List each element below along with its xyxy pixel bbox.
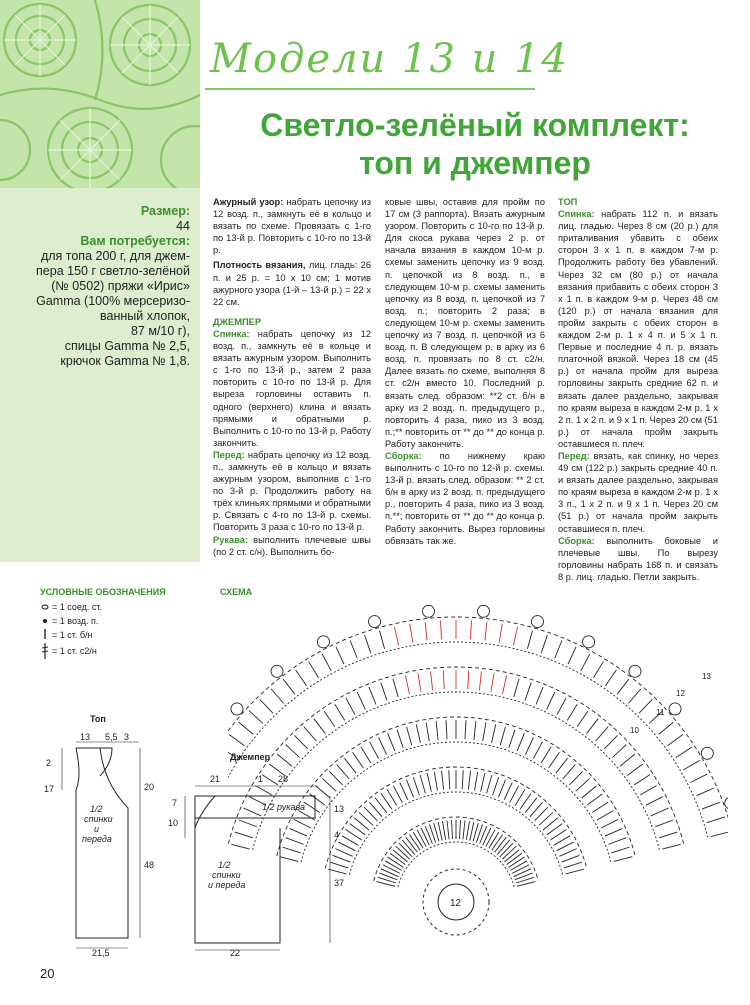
chart-stitch [597,811,613,821]
script-title: Модели 13 и 14 [210,36,569,82]
top-pattern-title: Топ [90,714,106,724]
chart-stitch [399,843,412,857]
chart-stitch [465,720,466,739]
chart-stitch [492,835,503,851]
chart-stitch [470,822,474,841]
chart-scallop [369,616,381,628]
assembly-label: Сборка: [385,450,422,461]
chart-stitch [442,771,444,790]
chart-stitch [651,808,668,816]
title-underline [205,88,535,90]
chart-stitch [507,853,522,864]
chart-stitch [249,711,263,724]
pattern-label: 1/2 [218,860,231,870]
dim-label: 48 [144,860,155,870]
text-column-1 [213,196,371,558]
text-column-3 [558,196,718,583]
chart-stitch [387,789,397,805]
chart-stitch [550,830,566,840]
chart-stitch [628,689,640,703]
chart-stitch [381,869,398,877]
chart-stitch [402,840,414,854]
chart-stitch [229,734,244,745]
chart-stitch [606,670,617,686]
chart-stitch [605,828,622,836]
chart-stitch [468,771,470,790]
chart-stitch [377,882,395,887]
chart-stitch [500,727,505,745]
dim-label: 13 [80,732,91,742]
legend-title: УСЛОВНЫЕ ОБОЗНАЧЕНИЯ [40,587,166,597]
chart-stitch [620,754,635,766]
materials-line: спицы Gamma № 2,5, [64,339,190,353]
chart-stitch [646,797,663,806]
chart-stitch [659,832,677,838]
chart-stitch [385,861,401,871]
chart-stitch [485,622,487,641]
chart-stitch [421,828,429,845]
pattern-label: спинки [84,814,113,824]
chart-stitch [563,765,575,779]
legend-item: = 1 ст. б/н [52,630,93,640]
chart-stitch [277,754,292,766]
chart-stitch [407,727,412,745]
chart-stitch [409,835,420,851]
chart-stitch [557,842,574,851]
chart-stitch [405,676,409,695]
chart-stitch [565,869,583,874]
text-column-2 [385,196,545,547]
chart-stitch [443,821,446,840]
chart-stitch [483,722,486,741]
chart-stitch [676,747,692,757]
chart-stitch [286,745,300,758]
chart-stitch [434,772,437,791]
chart-stitch [369,687,376,705]
chart-stitch [388,733,395,751]
dim-label: 21,5 [92,948,110,958]
chart-stitch [634,775,650,785]
chart-stitch [417,830,426,847]
sidebar [0,188,200,562]
chart-stitch [483,828,491,845]
chart-stitch [324,711,335,727]
pattern-label: и переда [208,880,246,890]
chart-scallop [669,703,681,715]
chart-stitch [525,737,533,754]
chart-stitch [541,635,547,653]
chart-stitch [487,775,492,793]
chart-stitch [582,786,597,798]
chart-stitch [438,822,442,841]
chart-stitch [295,735,308,749]
chart-stitch [627,764,642,775]
dim-label: 5,5 [105,732,118,742]
chart-stitch [492,724,496,743]
chart-stitch [443,670,444,689]
chart-stitch [504,783,512,800]
top-heading: ТОП [558,197,578,207]
sleeves-label: Рукава: [213,534,249,545]
chart-stitch [559,849,576,857]
chart-stitch [536,687,543,705]
chart-stitch [505,850,520,862]
chart-stitch [562,855,580,862]
top-front-label: Перед: [558,450,590,461]
materials-line: ванный хлопок, [100,309,190,323]
chart-stitch [515,789,525,805]
chart-stitch [441,620,442,639]
chart-stitch [474,721,476,740]
dim-label: 37 [334,878,345,888]
chart-stitch [498,780,505,798]
chart-stitch [564,862,582,868]
legend-item: = 1 возд. п. [52,616,99,626]
chart-stitch [499,624,502,643]
materials-line: 87 м/10 г), [130,324,190,338]
chart-stitch [406,780,413,798]
materials-line: для топа 200 г, для джем- [40,249,190,263]
chart-stitch [416,724,420,743]
chart-stitch [370,742,379,759]
chart-stitch [463,820,465,839]
sleeve-label: 1/2 рукава [262,802,305,812]
dim-label: 2 [46,758,52,768]
density-text: лиц. гладь: 26 п. и 25 р. = 10 х 10 см; 1 мотив ажурного узора (1-й – 13-й р.) = 22 х 22 см. [213,260,372,307]
dim-label: 22 [230,948,241,958]
chart-stitch [390,853,405,864]
row-number: 13 [702,672,711,681]
chart-stitch [510,861,526,871]
chart-stitch [493,777,499,795]
pattern-label: 1/2 [90,804,103,814]
chart-stitch [509,857,525,867]
chart-stitch [459,820,460,839]
chart-stitch [468,670,469,689]
chart-stitch [449,770,450,789]
chart-stitch [451,820,452,839]
chart-stitch [711,832,728,837]
materials-line: Gamma (100% мерсеризо- [36,294,190,308]
lace-label: Ажурный узор: [213,197,284,207]
chart-stitch [361,747,371,763]
chart-stitch [431,671,433,690]
chart-stitch [541,747,551,763]
chart-stitch [577,711,588,727]
chart-stitch [659,722,674,734]
chart-stitch [655,820,673,827]
assembly-text: по нижнему краю выполнить с 10-го по 12-й р. схемы. 13-й р. вязать след. образом: ** 2 ст. б/н в арку из 2 возд. п. предыдущего р., повторить 4 раза, пико из 3 возд. п.**; повторить от ** до ** до конца р. Работу закончить. Вырез горловины обвязать так же. [385,450,545,546]
chart-stitch [420,775,425,793]
chart-stitch [406,837,418,852]
chart-stitch [707,817,725,823]
lace-text: набрать цепочку из 12 возд. п., замкнуть её в кольцо и вязать по схеме. Провязать с 1-го по 13-й р. Повторить с 10-го по 13-й р. [213,197,371,256]
row-number: 10 [630,726,639,735]
dim-label: 21 [210,774,221,784]
chart-stitch [514,679,519,697]
chart-stitch [502,846,516,859]
front-label: Перед: [213,449,245,460]
top-pattern-drawing [40,728,170,958]
pattern-label: спинки [212,870,241,880]
dim-label: 1 [258,774,264,784]
dim-label: 20 [144,782,155,792]
chart-stitch [481,773,485,792]
chart-stitch [604,735,617,749]
row-number: 12 [676,689,685,698]
pattern-label: и [94,824,100,834]
top-front-text: вязать, как спинку, но через 49 см (122 р.) закрыть средние 40 п. и вязать далее раздельно, закрывая по краям выреза в каждом 2-м р. 1 х 3 п., 1 х 2 п. и 9 х 1 п. Через 20 см (51 р.) от начала пройм закрыть оставшиеся п. плеч. [558,450,718,534]
materials-line: пера 150 г светло-зелёной [36,264,190,278]
chart-scallop [531,616,543,628]
chart-stitch [517,882,535,887]
jumper-heading: ДЖЕМПЕР [213,316,262,327]
dim-label: 17 [44,784,55,794]
chart-stitch [612,745,626,758]
dim-label: 3 [124,732,130,742]
top-back-label: Спинка: [558,209,595,220]
back-text: набрать цепочку из 12 возд. п., замкнуть её в кольце и вязать ажурным узором. Выполнить с 1-го по 13-й р., затем 2 раза повторить с 10-го по 13-й р. Для выреза горловины оставить п. одного (верхнего) клина и вязать прямыми и обратными р. Выполнить с 10-го по 13-й р. Работу закончить. [213,328,371,448]
chart-stitch [614,857,632,862]
chart-stitch [497,840,509,854]
chart-stitch [491,673,494,692]
chart-stitch [346,698,355,715]
chart-stitch [557,698,566,715]
chain-stitch-icon [43,619,47,623]
chart-stitch [513,627,517,646]
size-label: Размер: [140,204,190,218]
chart-stitch [314,719,326,734]
chart-stitch [554,836,570,846]
chart-stitch [271,689,283,703]
chart-stitch [393,786,402,803]
chart-stitch [702,802,720,809]
chart-stitch [387,857,403,867]
back-label: Спинка: [213,328,250,339]
chart-stitch [697,788,714,796]
chart-stitch [425,622,427,641]
legend-item: = 1 ст. с2/н [52,646,97,656]
chart-stitch [309,662,319,678]
chart-stitch [470,620,471,639]
chart-scallop [725,797,728,809]
chart-stitch [581,654,590,671]
chart-stitch [365,635,371,653]
chart-stitch [296,670,307,686]
chart-stitch [495,837,507,852]
lace-photo [0,0,200,188]
chart-stitch [379,631,384,649]
chart-stitch [283,679,295,694]
pattern-label: переда [82,834,112,844]
chart-stitch [394,627,398,646]
chart-stitch [400,783,408,800]
jumper-pattern-drawing [160,768,360,958]
schema-title: СХЕМА [220,587,253,597]
chart-stitch [500,843,513,857]
chart-stitch [547,692,555,709]
chart-stitch [587,794,602,805]
chart-stitch [567,704,577,720]
chart-scallop [629,665,641,677]
chart-stitch [260,699,273,713]
chart-stitch [304,727,316,741]
chart-stitch [662,844,680,849]
chart-stitch [353,752,364,768]
chart-stitch [608,838,626,845]
chart-stitch [413,832,423,848]
chart-stitch [593,662,603,678]
chart-stitch [466,821,469,840]
chart-stitch [617,679,629,694]
center-label: 12 [450,898,462,909]
size-value: 44 [176,219,190,233]
chart-stitch [447,820,449,839]
chart-stitch [446,720,447,739]
chart-scallop [231,703,243,715]
sleeves-continued-text: ковые швы, оставив для пройм по 17 см (3 раппорта). Вязать ажурным узором. Повторить с 10-го по 13-й р. Для скоса рукава через 2 р. от начала вязания в каждом 10-м р. схемы заменить цепочку из 9 возд. п. цепочкой из 8 возд. п., в следующем 10-м р. схемы заменить цепочку из 8 возд. п. цепочкой из 7 возд. п.; повторить 2 раза; в следующем 10-м р. схемы заменить цепочку из 7 возд. п. цепочкой из 6 возд. п. В следующем р. в арку из 6 возд. п. провязать по 8 ст. с2/н. Далее вязать по схеме, выполняя 8 ст. с2/н вместо 10. Последний р. вязать след. образом: **2 ст. б/н в арку из 2 возд. п. предыдущего р., повторить 4 раза, пико из 3 возд. п.;** повторить от ** до ** до конца р. Работу закончить. [385,197,545,449]
chart-stitch [322,654,331,671]
chart-stitch [426,722,429,741]
chart-stitch [413,777,419,795]
chart-stitch [393,679,398,697]
chart-stitch [489,832,499,848]
chart-stitch [549,752,560,768]
top-back-text: набрать 112 п. и вязать лиц. гладью. Через 8 см (20 р.) для приталивания убавить с обеих сторон 3 х 1 п. в каждом 7-м р. Продолжить работу без убавлений. Через 32 см (80 р.) от начала вязания прибавить с обеих сторон 3 х 1 п. в каждом 9-м р. Через 48 см (120 р.) от начала вязания для пройм закрыть с обеих сторон в каждом 2-м р. 1 х 4 п. и 5 х 1 п. Первые и последние 4 п. р. вязать платочной вязкой. Через 18 см (45 р.) от начала пройм для выреза горловины закрыть средние 62 п. и вязать далее раздельно, закрывая по краям выреза в каждом 2-м р. 1 х 2 п. 1 х 2 п. и 9 х 1 п. Через 20 см (51 р.) от начала пройм закрыть оставшиеся п. плеч. [558,209,718,449]
chart-stitch [381,683,387,701]
chart-stitch [336,647,344,664]
chart-stitch [512,865,529,874]
chart-stitch [397,730,403,748]
slip-stitch-icon [42,605,48,609]
chart-stitch [568,647,576,664]
chart-stitch [587,719,599,734]
chart-stitch [479,671,481,690]
chart-stitch [383,865,400,874]
chart-stitch [592,802,608,812]
top-assembly-label: Сборка: [558,535,595,546]
chart-ring [398,842,514,887]
chart-stitch [462,770,463,789]
chart-stitch [509,730,515,748]
chart-stitch [350,641,357,659]
chart-stitch [640,785,656,795]
dim-label: 4 [334,830,340,840]
chart-stitch [569,771,582,785]
chart-stitch [379,737,387,754]
lace-pattern-image [0,0,200,188]
chart-stitch [239,722,254,734]
dim-label: 10 [168,818,179,828]
dim-label: 7 [172,798,178,808]
legend-item: = 1 соед. ст. [52,602,103,612]
materials-line: крючок Gamma № 1,8. [60,354,190,368]
chart-stitch [533,742,542,759]
chart-scallop [317,636,329,648]
chart-stitch [335,704,345,720]
chart-stitch [514,869,531,877]
dim-label: 13 [334,804,345,814]
title-line-1: Светло-зелёный комплект: [260,107,690,143]
title-line-2: топ и джемпер [359,145,591,181]
chart-scallop [423,605,435,617]
chart-stitch [527,631,532,649]
chart-stitch [668,734,683,745]
chart-stitch [601,819,618,828]
chart-stitch [436,721,438,740]
materials-label: Вам потребуется: [80,234,190,248]
chart-stitch [393,850,408,862]
chart-scallop [583,636,595,648]
chart-stitch [418,673,421,692]
chart-stitch [475,772,478,791]
chart-stitch [596,727,608,741]
chart-stitch [410,624,413,643]
chart-stitch [690,774,707,783]
chart-stitch [510,786,519,803]
chart-stitch [556,758,568,773]
chart-stitch [576,778,590,791]
chart-scallop [701,747,713,759]
chart-stitch [427,773,431,792]
page-number: 20 [40,966,55,981]
chart-stitch [357,692,365,709]
chart-stitch [611,847,629,853]
chart-stitch [517,733,524,751]
chart-stitch [486,830,495,847]
sleeves-text: выполнить плечевые швы (по 2 ст. с/н). Выполнить бо- [213,534,371,557]
chart-stitch [396,846,410,859]
jumper-pattern-title: Джемпер [230,752,271,762]
dim-label: 28 [278,774,289,784]
chart-stitch [639,699,652,713]
chart-stitch [502,676,506,695]
top-assembly-text: выполнить боковые и плечевые швы. По вырезу горловины набрать 168 п. и связать 8 р. лиц. гладью. Петли закрыть. [558,535,718,582]
density-label: Плотность вязания, [213,260,306,271]
chart-scallop [271,665,283,677]
materials-line: (№ 0502) пряжи «Ирис» [51,279,190,293]
page-title [210,106,740,182]
chart-scallop [477,605,489,617]
chart-stitch [555,641,562,659]
front-text: набрать цепочку из 12 возд. п., замкнуть её в кольцо и вязать ажурным узором, выполнив с 1-го по 3-й р. Продолжить работу на трёх клиньях прямыми и обратными р. Связать с 4-го по 13-й р. схемы. Повторить 3 раза с 10-го по 13-й р. [213,449,371,533]
chart-stitch [525,683,531,701]
row-number: 11 [656,708,665,717]
chart-stitch [683,760,699,770]
